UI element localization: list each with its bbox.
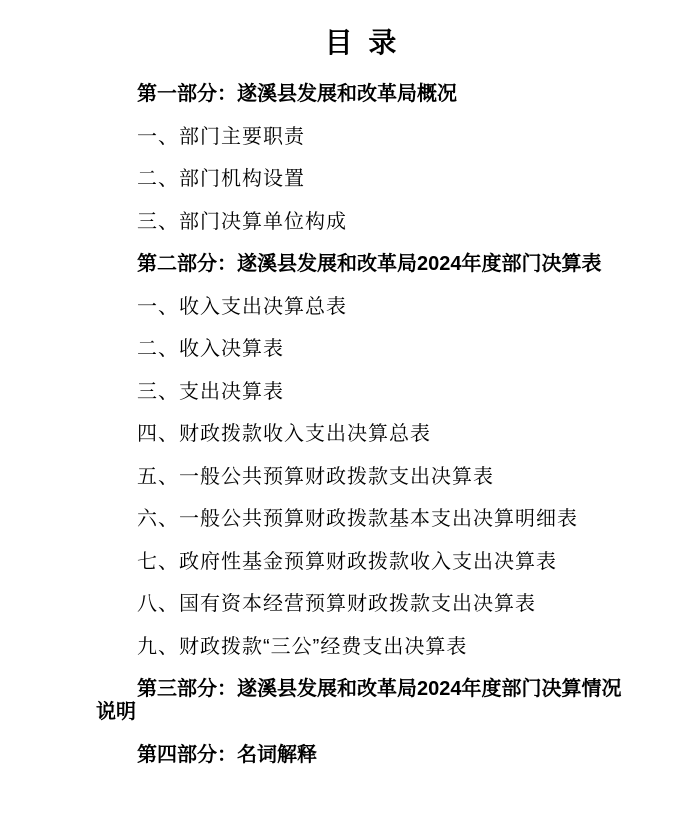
- toc-item: 二、收入决算表: [137, 338, 284, 360]
- toc-item: 五、一般公共预算财政拨款支出决算表: [137, 465, 494, 488]
- toc-section-heading: 第二部分：遂溪县发展和改革局2024年度部门决算表: [137, 253, 602, 275]
- toc-item: 四、财政拨款收入支出决算总表: [137, 423, 431, 445]
- toc-section-heading: 第一部分：遂溪县发展和改革局概况: [137, 83, 457, 105]
- toc-section-heading: 第四部分：名词解释: [137, 743, 317, 766]
- toc-item: 三、支出决算表: [137, 380, 284, 403]
- toc-item: 一、收入支出决算总表: [137, 295, 347, 318]
- table-of-contents: [96, 83, 626, 767]
- toc-section-heading: 第三部分：遂溪县发展和改革局2024年度部门决算情况说明: [96, 678, 622, 723]
- toc-item: 九、财政拨款“三公”经费支出决算表: [137, 635, 468, 658]
- page-title: 目 录: [324, 27, 398, 58]
- toc-item: 一、部门主要职责: [137, 125, 305, 148]
- toc-item: 二、部门机构设置: [137, 168, 305, 190]
- toc-item: 三、部门决算单位构成: [137, 210, 347, 233]
- toc-item: 八、国有资本经营预算财政拨款支出决算表: [137, 593, 536, 615]
- toc-item: 六、一般公共预算财政拨款基本支出决算明细表: [137, 508, 578, 530]
- toc-item: 七、政府性基金预算财政拨款收入支出决算表: [137, 550, 557, 573]
